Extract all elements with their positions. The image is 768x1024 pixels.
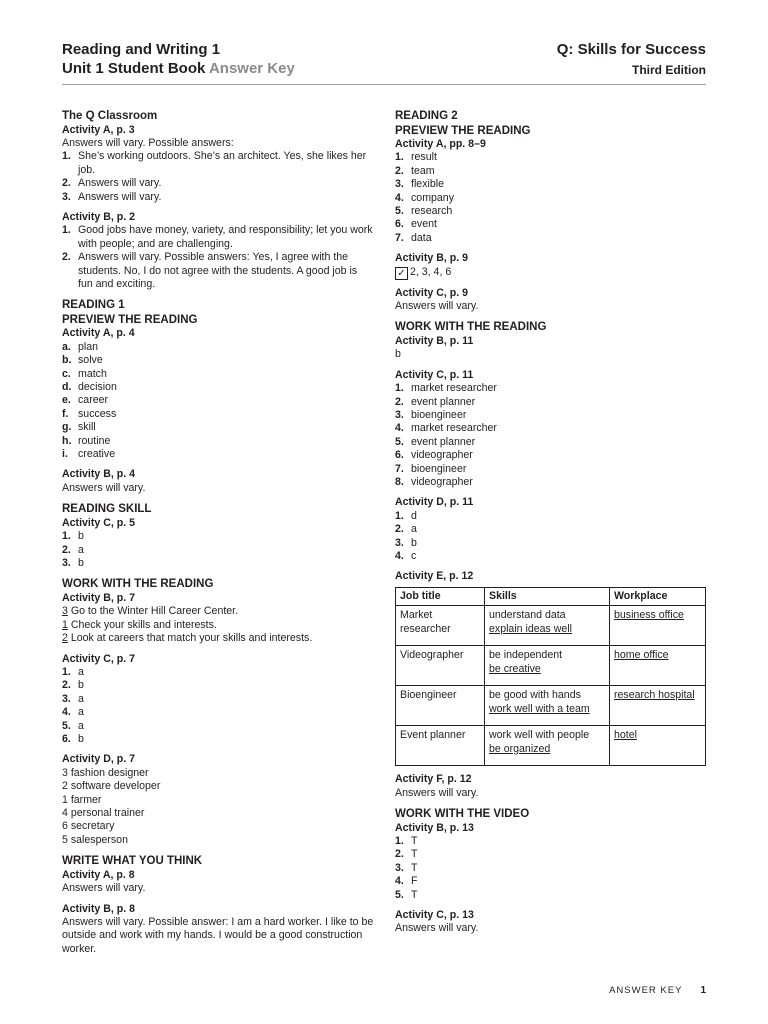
- section-title: READING 2: [395, 110, 458, 122]
- item-text: b: [78, 732, 84, 745]
- item-text: a: [78, 665, 84, 678]
- checkmark-icon: ✓: [395, 267, 408, 280]
- activity-answer: Answers will vary.: [62, 481, 146, 494]
- item-text: b: [78, 679, 84, 692]
- activity-block: [62, 753, 374, 847]
- item-text: c: [411, 550, 417, 563]
- activity-answer: b: [395, 348, 401, 361]
- list-item: [395, 875, 707, 888]
- line-text: Check your skills and interests.: [67, 618, 217, 631]
- item-number: 5.: [395, 435, 404, 448]
- item-text: event planner: [411, 435, 476, 448]
- answer-list: [62, 341, 374, 462]
- item-text: success: [78, 407, 117, 420]
- item-text: bioengineer: [411, 409, 467, 421]
- activity-block: [395, 496, 707, 563]
- list-item: [395, 889, 707, 902]
- skill-line: be independent: [489, 649, 563, 662]
- item-text: solve: [78, 354, 103, 367]
- answer-list: [62, 150, 374, 204]
- activity-label: Activity A, p. 4: [62, 327, 135, 340]
- list-item: [62, 341, 374, 354]
- item-number: 5.: [395, 205, 404, 218]
- activity-label: Activity D, p. 11: [395, 496, 474, 509]
- activity-label: Activity C, p. 13: [395, 909, 474, 922]
- item-text: d: [411, 509, 417, 522]
- item-text: match: [78, 367, 107, 380]
- item-number: 3.: [395, 409, 404, 421]
- activity-block: [62, 211, 374, 291]
- column-header: Skills: [485, 587, 610, 605]
- item-text: result: [411, 151, 437, 164]
- item-text: market researcher: [411, 422, 497, 435]
- activity-label: Activity B, p. 11: [395, 334, 474, 347]
- table-row: [396, 606, 706, 646]
- list-item: [62, 354, 374, 367]
- activity-label: Activity A, pp. 8–9: [395, 138, 486, 150]
- section-title: WORK WITH THE READING: [395, 321, 547, 334]
- item-text: plan: [78, 340, 99, 353]
- list-item: [395, 476, 707, 489]
- order-number: 3: [62, 605, 68, 618]
- item-text: team: [411, 164, 435, 177]
- list-item: [62, 150, 374, 177]
- checked-answer: [395, 266, 707, 280]
- unit-number: Unit 1: [62, 60, 104, 77]
- section-title: The Q Classroom: [62, 110, 158, 122]
- item-number: 1.: [62, 665, 71, 678]
- section-subtitle: PREVIEW THE READING: [62, 313, 198, 326]
- item-text: Answers will vary.: [78, 190, 162, 203]
- answer-list: [395, 835, 707, 902]
- table-row: [396, 686, 706, 726]
- skill-line-underlined: be creative: [489, 662, 541, 675]
- activity-label: Activity A, p. 8: [62, 868, 135, 881]
- list-item: [395, 436, 707, 449]
- skill-line: be good with hands: [489, 689, 581, 702]
- activity-label: Activity C, p. 7: [62, 652, 135, 665]
- list-item: [62, 733, 374, 746]
- series-title: Q: Skills for Success: [556, 41, 706, 58]
- item-number: i.: [62, 448, 68, 461]
- section-work-with-reading: [62, 577, 374, 645]
- item-number: e.: [62, 394, 71, 407]
- activity-answer: Answers will vary. Possible answer: I am a hard worker. I like to be outside and work with my hands. I would be a good construction worker.: [62, 915, 374, 955]
- list-item: [62, 191, 374, 204]
- activity-label: Activity F, p. 12: [395, 773, 472, 786]
- section-title: READING 1: [62, 299, 125, 312]
- jobs-table: [395, 587, 706, 766]
- item-number: 6.: [395, 218, 404, 231]
- item-number: 3.: [62, 692, 71, 705]
- item-text: She’s working outdoors. She’s an architect. Yes, she likes her job.: [78, 150, 367, 176]
- book-title: Reading and Writing 1: [62, 41, 221, 58]
- activity-label: Activity B, p. 9: [395, 252, 468, 265]
- order-number: 1: [62, 618, 68, 631]
- left-column: [62, 109, 374, 963]
- activity-block: [395, 773, 707, 800]
- item-text: Answers will vary.: [78, 177, 162, 190]
- item-number: 3.: [62, 190, 71, 203]
- item-text: research: [411, 205, 453, 218]
- item-number: 7.: [395, 462, 404, 475]
- unit-student-book: Student Book: [103, 60, 209, 77]
- list-item: [62, 530, 374, 543]
- item-number: 3.: [62, 556, 71, 569]
- list-item: [395, 151, 707, 164]
- item-text: a: [411, 523, 417, 536]
- list-item: [395, 848, 707, 861]
- item-number: 2.: [62, 251, 71, 264]
- item-text: a: [78, 719, 84, 732]
- item-text: T: [411, 848, 418, 861]
- section-work-with-video: [395, 807, 707, 902]
- item-number: 5.: [62, 719, 71, 732]
- item-text: videographer: [411, 449, 473, 462]
- item-number: 4.: [395, 550, 404, 563]
- item-number: a.: [62, 340, 71, 353]
- item-text: skill: [78, 421, 96, 434]
- item-text: routine: [78, 434, 111, 447]
- list-item: [395, 382, 707, 395]
- list-item: [62, 251, 374, 291]
- item-text: event planner: [411, 395, 476, 408]
- list-item: [395, 396, 707, 409]
- section-title: WORK WITH THE VIDEO: [395, 808, 530, 821]
- job-title-cell: Market researcher: [396, 606, 485, 646]
- item-text: data: [411, 231, 432, 244]
- item-text: bioengineer: [411, 462, 467, 475]
- item-text: flexible: [411, 178, 444, 191]
- skill-line: understand data: [489, 609, 566, 622]
- item-text: b: [78, 530, 84, 543]
- list-item: [62, 544, 374, 557]
- list-item: [62, 679, 374, 692]
- section-title: READING SKILL: [62, 503, 152, 516]
- list-item: [395, 218, 707, 231]
- list-item: [395, 835, 707, 848]
- plain-line: 2 software developer: [62, 780, 161, 793]
- item-text: b: [411, 536, 417, 549]
- list-item: [395, 165, 707, 178]
- activity-label: Activity C, p. 11: [395, 368, 474, 381]
- table-header-row: [396, 587, 706, 605]
- activity-block: [62, 468, 374, 495]
- item-number: d.: [62, 381, 72, 393]
- list-item: [395, 192, 707, 205]
- section-write-what-you-think: [62, 854, 374, 895]
- item-number: 2.: [62, 543, 71, 556]
- list-item: [62, 666, 374, 679]
- item-text: career: [78, 394, 109, 407]
- list-item: [395, 205, 707, 218]
- checked-answer-text: 2, 3, 4, 6: [410, 265, 452, 278]
- workplace-cell: [610, 686, 706, 726]
- item-number: 3.: [395, 178, 404, 191]
- plain-line: 3 fashion designer: [62, 766, 149, 779]
- item-number: 2.: [62, 679, 71, 692]
- column-header: Workplace: [610, 587, 706, 605]
- list-item: [395, 463, 707, 476]
- item-text: Good jobs have money, variety, and responsibility; let you work with people; and are challenging.: [78, 224, 373, 250]
- activity-answer: Answers will vary.: [395, 786, 479, 799]
- list-item: [395, 232, 707, 245]
- item-number: 1.: [62, 530, 71, 543]
- item-text: Answers will vary. Possible answers: Yes, I agree with the students. No, I do not agree with the students. A good job is fun and exciting.: [78, 251, 358, 290]
- skills-cell: [485, 646, 610, 686]
- activity-label: Activity B, p. 4: [62, 468, 135, 481]
- item-number: 1.: [395, 151, 404, 164]
- item-text: b: [78, 556, 84, 569]
- item-number: 3.: [395, 861, 404, 874]
- item-number: 3.: [395, 536, 404, 549]
- list-item: [62, 720, 374, 733]
- list-item: [395, 449, 707, 462]
- section-title: WRITE WHAT YOU THINK: [62, 855, 203, 868]
- item-number: 1.: [395, 382, 404, 395]
- header-left: [62, 40, 295, 78]
- list-item: [395, 550, 707, 563]
- item-number: 6.: [62, 732, 71, 745]
- activity-label: Activity B, p. 2: [62, 210, 135, 223]
- list-item: [62, 557, 374, 570]
- item-number: 5.: [395, 888, 404, 901]
- ordered-line: [62, 605, 374, 618]
- section-title: WORK WITH THE READING: [62, 578, 214, 591]
- item-text: event: [411, 218, 437, 231]
- item-number: 1.: [395, 835, 404, 847]
- item-text: decision: [78, 381, 117, 393]
- item-text: creative: [78, 448, 116, 461]
- footer-label: ANSWER KEY: [609, 985, 683, 996]
- unit-answer-key: Answer Key: [208, 60, 295, 77]
- list-item: [62, 224, 374, 251]
- workplace-answer: business office: [614, 609, 684, 622]
- item-number: 2.: [395, 395, 404, 408]
- item-number: 2.: [62, 177, 71, 190]
- item-number: 4.: [395, 875, 404, 888]
- answer-list: [395, 382, 707, 489]
- page-footer: [609, 985, 706, 996]
- skills-cell: [485, 686, 610, 726]
- item-text: F: [411, 875, 418, 888]
- skills-cell: [485, 726, 610, 766]
- plain-line: 1 farmer: [62, 793, 102, 806]
- activity-label: Activity D, p. 7: [62, 753, 135, 766]
- activity-block: [395, 252, 707, 279]
- ordered-line: [62, 619, 374, 632]
- activity-label: Activity C, p. 9: [395, 286, 468, 299]
- list-item: [395, 422, 707, 435]
- list-item: [62, 421, 374, 434]
- plain-line: 6 secretary: [62, 820, 115, 833]
- item-text: a: [78, 692, 84, 705]
- item-number: 1.: [62, 224, 71, 237]
- workplace-cell: [610, 726, 706, 766]
- item-text: company: [411, 191, 454, 204]
- list-item: [62, 693, 374, 706]
- item-number: 1.: [62, 150, 71, 163]
- item-number: f.: [62, 407, 69, 420]
- skill-line-underlined: work well with a team: [489, 702, 590, 715]
- page-number: 1: [700, 985, 706, 996]
- answer-list: [395, 151, 707, 245]
- item-number: 7.: [395, 231, 404, 244]
- item-text: T: [411, 888, 418, 901]
- item-number: 2.: [395, 164, 404, 177]
- column-header: Job title: [396, 587, 485, 605]
- header-right: [557, 40, 706, 79]
- answer-list: [62, 530, 374, 570]
- table-row: [396, 646, 706, 686]
- activity-block: [62, 903, 374, 957]
- answer-list: [62, 666, 374, 746]
- table-row: [396, 726, 706, 766]
- list-item: [62, 448, 374, 461]
- list-item: [62, 381, 374, 394]
- edition-label: Third Edition: [632, 63, 706, 77]
- item-number: c.: [62, 367, 71, 380]
- section-subtitle: PREVIEW THE READING: [395, 124, 531, 137]
- activity-label: Activity B, p. 8: [62, 902, 135, 915]
- activity-answer: Answers will vary.: [62, 882, 146, 895]
- section-work-with-reading-2: [395, 320, 707, 361]
- list-item: [62, 706, 374, 719]
- section-reading-2: [395, 109, 707, 245]
- ordered-line: [62, 632, 374, 645]
- activity-answer: Answers will vary.: [395, 922, 479, 935]
- item-text: a: [78, 706, 84, 719]
- workplace-answer: research hospital: [614, 689, 695, 702]
- activity-label: Activity B, p. 7: [62, 591, 135, 604]
- item-number: 4.: [62, 706, 71, 719]
- activity-intro: Answers will vary. Possible answers:: [62, 136, 234, 149]
- item-text: T: [411, 835, 418, 847]
- right-column: [395, 109, 707, 943]
- list-item: [62, 408, 374, 421]
- list-item: [395, 409, 707, 422]
- line-text: Look at careers that match your skills and interests.: [67, 632, 313, 645]
- activity-label: Activity E, p. 12: [395, 570, 474, 583]
- item-text: a: [78, 543, 84, 556]
- item-number: 6.: [395, 449, 404, 462]
- item-number: 8.: [395, 476, 404, 489]
- activity-block: [395, 909, 707, 936]
- workplace-cell: [610, 646, 706, 686]
- list-item: [395, 537, 707, 550]
- section-q-classroom: [62, 109, 374, 204]
- item-number: 2.: [395, 848, 404, 861]
- order-number: 2: [62, 632, 68, 645]
- answer-list: [395, 510, 707, 564]
- job-title-cell: Videographer: [396, 646, 485, 686]
- skill-line-underlined: be organized: [489, 742, 551, 755]
- item-text: videographer: [411, 476, 473, 489]
- item-number: b.: [62, 354, 72, 367]
- list-item: [62, 177, 374, 190]
- item-number: g.: [62, 421, 72, 434]
- workplace-answer: hotel: [614, 729, 637, 742]
- skill-line: work well with people: [489, 729, 590, 742]
- section-reading-skill: [62, 502, 374, 570]
- job-title-cell: Event planner: [396, 726, 485, 766]
- workplace-cell: [610, 606, 706, 646]
- item-text: T: [411, 861, 418, 874]
- list-item: [62, 394, 374, 407]
- activity-label: Activity C, p. 5: [62, 516, 135, 529]
- list-item: [395, 178, 707, 191]
- line-text: Go to the Winter Hill Career Center.: [67, 605, 239, 618]
- skill-line-underlined: explain ideas well: [489, 622, 573, 635]
- plain-line: 4 personal trainer: [62, 806, 145, 819]
- activity-label: Activity B, p. 13: [395, 821, 474, 834]
- item-number: 2.: [395, 523, 404, 536]
- activity-block: [395, 570, 707, 766]
- workplace-answer: home office: [614, 649, 669, 662]
- list-item: [62, 435, 374, 448]
- section-reading-1: [62, 298, 374, 461]
- list-item: [62, 368, 374, 381]
- activity-label: Activity A, p. 3: [62, 123, 135, 136]
- list-item: [395, 862, 707, 875]
- item-number: h.: [62, 434, 72, 447]
- item-number: 4.: [395, 191, 404, 204]
- answer-list: [62, 224, 374, 291]
- activity-block: [395, 369, 707, 490]
- activity-answer: Answers will vary.: [395, 300, 479, 313]
- activity-block: [62, 653, 374, 747]
- skills-cell: [485, 606, 610, 646]
- plain-line: 5 salesperson: [62, 833, 128, 846]
- item-number: 4.: [395, 422, 404, 435]
- activity-block: [395, 287, 707, 314]
- unit-title: [62, 59, 295, 78]
- list-item: [395, 523, 707, 536]
- item-number: 1.: [395, 509, 404, 522]
- page-header: [62, 40, 706, 85]
- item-text: market researcher: [411, 382, 497, 395]
- job-title-cell: Bioengineer: [396, 686, 485, 726]
- list-item: [395, 510, 707, 523]
